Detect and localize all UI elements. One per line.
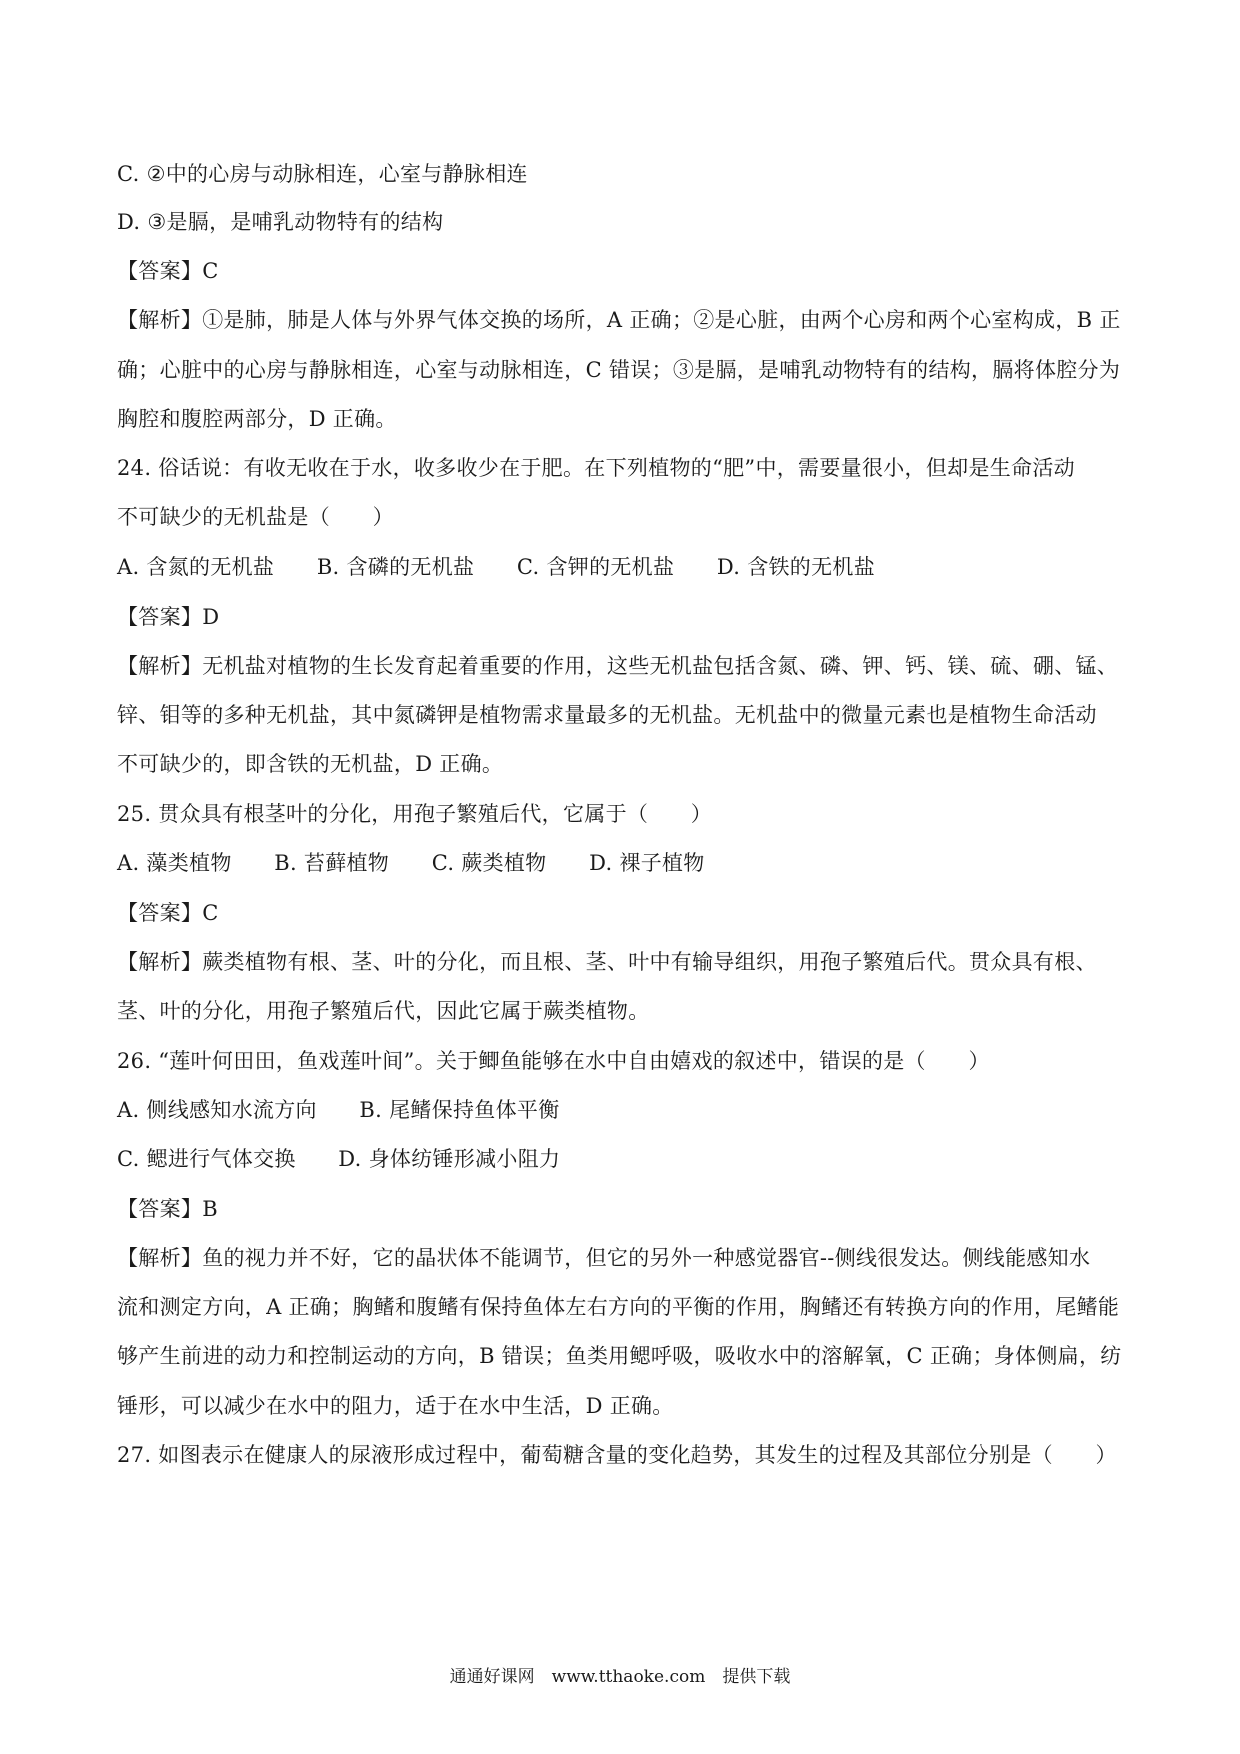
analysis-q26-line4: 锤形，可以减少在水中的阻力，适于在水中生活，D 正确。 [117, 1394, 674, 1418]
option-c-q23: C. ②中的心房与动脉相连，心室与静脉相连 [117, 162, 528, 186]
analysis-q25-line2: 茎、叶的分化，用孢子繁殖后代，因此它属于蕨类植物。 [117, 999, 650, 1023]
question-24-line1: 24. 俗话说：有收无收在于水，收多收少在于肥。在下列植物的“肥”中，需要量很小，但却是生命活动 [117, 456, 1075, 480]
options-q25: A. 藻类植物 B. 苔藓植物 C. 蕨类植物 D. 裸子植物 [117, 851, 705, 875]
options-q26-cd: C. 鳃进行气体交换 D. 身体纺锤形减小阻力 [117, 1147, 561, 1171]
analysis-q23-line2: 确；心脏中的心房与静脉相连，心室与动脉相连，C 错误；③是膈，是哺乳动物特有的结构，膈将体腔分为 [117, 358, 1121, 382]
analysis-q25-line1: 【解析】蕨类植物有根、茎、叶的分化，而且根、茎、叶中有输导组织，用孢子繁殖后代。贯众具有根、 [117, 950, 1097, 974]
question-24-line2: 不可缺少的无机盐是（ ） [117, 505, 394, 529]
analysis-q24-line2: 锌、钼等的多种无机盐，其中氮磷钾是植物需求量最多的无机盐。无机盐中的微量元素也是植物生命活动 [117, 703, 1097, 727]
options-q24: A. 含氮的无机盐 B. 含磷的无机盐 C. 含钾的无机盐 D. 含铁的无机盐 [117, 555, 876, 579]
answer-q23: 【答案】C [117, 259, 219, 283]
answer-q25: 【答案】C [117, 901, 219, 925]
analysis-q23-line3: 胸腔和腹腔两部分，D 正确。 [117, 407, 397, 431]
analysis-q24-line1: 【解析】无机盐对植物的生长发育起着重要的作用，这些无机盐包括含氮、磷、钾、钙、镁、硫、硼、锰、 [117, 654, 1119, 678]
analysis-q26-line2: 流和测定方向，A 正确；胸鳍和腹鳍有保持鱼体左右方向的平衡的作用，胸鳍还有转换方向的作用，尾鳍能 [117, 1295, 1120, 1319]
analysis-q26-line3: 够产生前进的动力和控制运动的方向，B 错误；鱼类用鳃呼吸，吸收水中的溶解氧，C 正确；身体侧扁，纺 [117, 1344, 1122, 1368]
answer-q24: 【答案】D [117, 605, 220, 629]
analysis-q26-line1: 【解析】鱼的视力并不好，它的晶状体不能调节，但它的另外一种感觉器官--侧线很发达。侧线能感知水 [117, 1246, 1091, 1270]
analysis-q24-line3: 不可缺少的，即含铁的无机盐，D 正确。 [117, 752, 504, 776]
answer-q26: 【答案】B [117, 1197, 218, 1221]
options-q26-ab: A. 侧线感知水流方向 B. 尾鳍保持鱼体平衡 [117, 1098, 560, 1122]
question-27: 27. 如图表示在健康人的尿液形成过程中，葡萄糖含量的变化趋势，其发生的过程及其部位分别是（ ） [117, 1443, 1117, 1467]
page-footer: 通通好课网 www.tthaoke.com 提供下载 [449, 1667, 791, 1687]
analysis-q23-line1: 【解析】①是肺，肺是人体与外界气体交换的场所，A 正确；②是心脏，由两个心房和两个心室构成，B 正 [117, 308, 1121, 332]
question-26: 26. “莲叶何田田，鱼戏莲叶间”。关于鲫鱼能够在水中自由嬉戏的叙述中，错误的是（ ） [117, 1049, 990, 1073]
question-25: 25. 贯众具有根茎叶的分化，用孢子繁殖后代，它属于（ ） [117, 802, 713, 826]
option-d-q23: D. ③是膈，是哺乳动物特有的结构 [117, 210, 444, 234]
